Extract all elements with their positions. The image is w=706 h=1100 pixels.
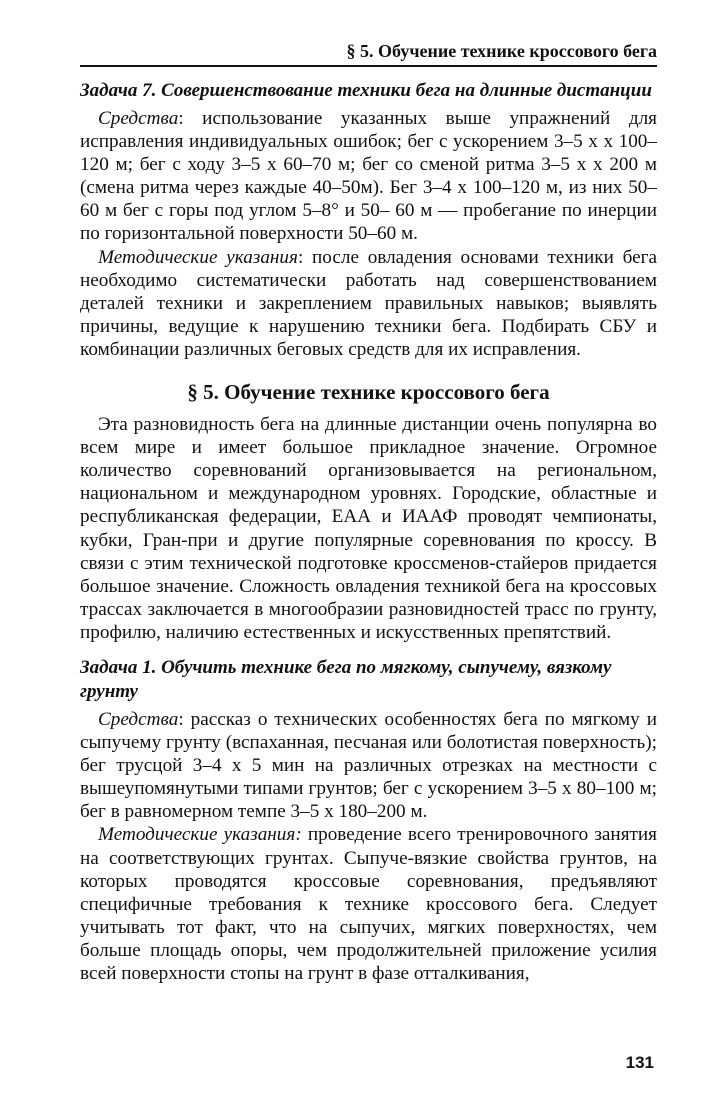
task1-guidance-text: проведение всего тренировочного занятия на соответствующих грунтах. Сыпуче-вязкие свойства грунтов, на которых проводятся кроссовые соревнования, предъявляют специфичные требования к технике кроссового бега. Следует учитывать тот факт, что на сыпучих, мягких поверхностях, чем больше площадь опоры, чем продолжительней приложение усилия всей поверхности стопы на грунт в фазе отталкивания,	[80, 824, 657, 984]
task7-means-label: Средства	[98, 108, 179, 129]
task7-title: Задача 7. Совершенствование техники бега на длинные дистанции	[80, 80, 652, 101]
task1-guidance-label: Методические указания:	[98, 824, 302, 846]
section-intro-paragraph: Эта разновидность бега на длинные дистанции очень популярна во всем мире и имеет большое прикладное значение. Огромное количество соревнований организовывается на региональном, национальном и международном уровнях. Городские, областные и республиканская федерации, ЕАА и ИААФ проводят чемпионаты, кубки, Гран-при и другие популярные соревнования по кроссу. В связи с этим технической подготовке кроссменов-стайеров придается большое значение. Сложность овладения техникой бега на кроссовых трассах заключается в многообразии разновидностей трасс по грунту, профилю, наличию естественных и искусственных препятствий.	[80, 414, 657, 643]
task1-guidance-paragraph	[80, 823, 657, 985]
task7-guidance-label: Методические указания	[98, 246, 298, 268]
task7-means-text: : использование указанных выше упражнений для исправления индивидуальных ошибок; бег с ускорением 3–5 х х 100–120 м; бег с ходу 3–5 х 60–70 м; бег со сменой ритма 3–5 х х 200 м (смена ритма через каждые 40–50м). Бег 3–4 х 100–120 м, из них 50–60 м бег с горы под углом 5–8° и 50– 60 м — пробегание по инерции по горизонтальной поверхности 50–60 м.	[80, 108, 657, 245]
task7-means-paragraph	[80, 107, 657, 246]
task1-title: Задача 1. Обучить технике бега по мягкому, сыпучему, вязкому грунту	[80, 656, 612, 702]
section-title: § 5. Обучение технике кроссового бега	[187, 380, 550, 405]
running-header: § 5. Обучение технике кроссового бега	[80, 40, 657, 67]
task7-guidance-paragraph	[80, 246, 657, 361]
task1-means-label: Средства	[98, 708, 179, 730]
task7-guidance-text: : после овладения основами техники бега необходимо систематически работать над совершенствованием деталей техники и закреплением правильных навыков; выявлять причины, ведущие к нарушению техники бега. Подбирать СБУ и комбинации различных беговых средств для их исправления.	[80, 246, 657, 360]
task1-means-text: : рассказ о технических особенностях бега по мягкому и сыпучему грунту (вспаханная, песчаная или болотистая поверхность); бег трусцой 3–4 х 5 мин на различных отрезках на местности с вышеупомянутыми типами грунтов; бег с ускорением 3–5 х 80–100 м; бег в равномерном темпе 3–5 х 180–200 м.	[80, 708, 657, 823]
task1-means-paragraph	[80, 708, 657, 823]
page-content	[80, 40, 657, 985]
page-number: 131	[625, 1053, 654, 1072]
